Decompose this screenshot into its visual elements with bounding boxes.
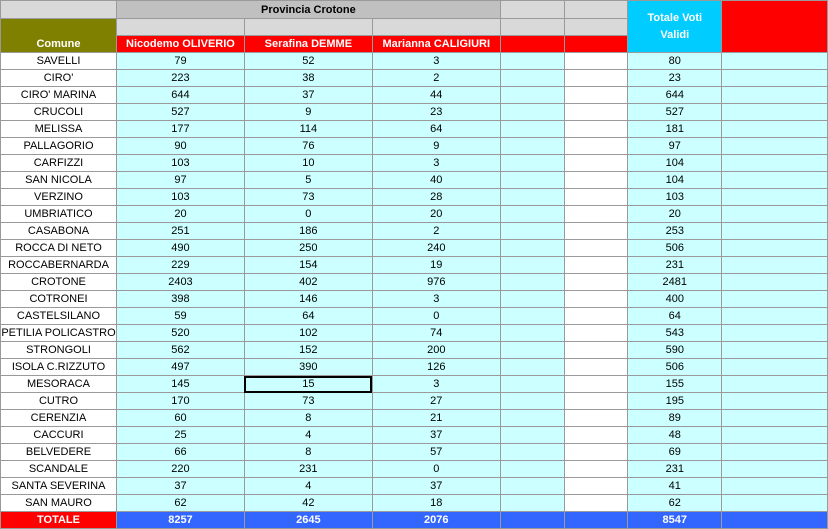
oliverio-votes-cell[interactable]: 37	[116, 478, 244, 495]
demme-votes-cell[interactable]: 9	[244, 104, 372, 121]
empty-cell[interactable]	[500, 410, 564, 427]
empty-cell[interactable]	[564, 444, 628, 461]
empty-cell[interactable]	[722, 342, 828, 359]
empty-cell[interactable]	[564, 121, 628, 138]
empty-cell[interactable]	[722, 308, 828, 325]
oliverio-votes-cell[interactable]: 103	[116, 155, 244, 172]
empty-cell[interactable]	[564, 53, 628, 70]
demme-votes-cell[interactable]: 114	[244, 121, 372, 138]
demme-votes-cell[interactable]: 402	[244, 274, 372, 291]
caligiuri-votes-cell[interactable]: 3	[372, 376, 500, 393]
province-title[interactable]: Provincia Crotone	[116, 1, 500, 19]
comune-name-cell[interactable]: MESORACA	[1, 376, 117, 393]
caligiuri-votes-cell[interactable]: 44	[372, 87, 500, 104]
total-votes-cell[interactable]: 20	[628, 206, 722, 223]
comune-name-cell[interactable]: VERZINO	[1, 189, 117, 206]
empty-cell[interactable]	[722, 461, 828, 478]
demme-votes-cell[interactable]: 8	[244, 410, 372, 427]
table-row	[1, 189, 828, 206]
total-votes-cell[interactable]: 62	[628, 495, 722, 512]
empty-cell[interactable]	[722, 257, 828, 274]
total-votes-cell[interactable]: 231	[628, 257, 722, 274]
demme-votes-cell[interactable]: 73	[244, 393, 372, 410]
demme-votes-cell[interactable]: 64	[244, 308, 372, 325]
caligiuri-votes-cell[interactable]: 240	[372, 240, 500, 257]
caligiuri-votes-cell[interactable]: 19	[372, 257, 500, 274]
oliverio-votes-cell[interactable]: 25	[116, 427, 244, 444]
caligiuri-votes-cell[interactable]: 20	[372, 206, 500, 223]
caligiuri-votes-cell[interactable]: 40	[372, 172, 500, 189]
total-row	[1, 512, 828, 529]
caligiuri-votes-cell[interactable]: 74	[372, 325, 500, 342]
caligiuri-votes-cell[interactable]: 21	[372, 410, 500, 427]
demme-votes-cell[interactable]: 154	[244, 257, 372, 274]
comune-name-cell[interactable]: STRONGOLI	[1, 342, 117, 359]
total-votes-cell[interactable]: 400	[628, 291, 722, 308]
empty-cell[interactable]	[500, 427, 564, 444]
total-oliverio[interactable]: 8257	[116, 512, 244, 529]
table-row	[1, 274, 828, 291]
red-header-cell[interactable]	[722, 1, 828, 53]
red-header-cell[interactable]	[564, 36, 628, 53]
total-votes-cell[interactable]: 104	[628, 172, 722, 189]
caligiuri-votes-cell[interactable]: 0	[372, 308, 500, 325]
demme-votes-cell[interactable]: 10	[244, 155, 372, 172]
empty-cell[interactable]	[500, 223, 564, 240]
caligiuri-votes-cell[interactable]: 9	[372, 138, 500, 155]
empty-cell[interactable]	[564, 359, 628, 376]
table-row	[1, 172, 828, 189]
comune-name-cell[interactable]: BELVEDERE	[1, 444, 117, 461]
oliverio-votes-cell[interactable]: 562	[116, 342, 244, 359]
comune-name-cell[interactable]: UMBRIATICO	[1, 206, 117, 223]
empty-cell[interactable]	[564, 308, 628, 325]
grid-cell[interactable]	[564, 1, 628, 19]
comune-name-cell[interactable]: CIRO'	[1, 70, 117, 87]
grid-cell[interactable]	[116, 19, 244, 36]
total-label[interactable]: TOTALE	[1, 512, 117, 529]
oliverio-votes-cell[interactable]: 62	[116, 495, 244, 512]
total-votes-cell[interactable]: 644	[628, 87, 722, 104]
comune-name-cell[interactable]: CRUCOLI	[1, 104, 117, 121]
empty-cell[interactable]	[722, 189, 828, 206]
table-row	[1, 444, 828, 461]
demme-votes-cell[interactable]: 186	[244, 223, 372, 240]
demme-votes-cell[interactable]: 152	[244, 342, 372, 359]
oliverio-votes-cell[interactable]: 490	[116, 240, 244, 257]
table-row	[1, 461, 828, 478]
empty-cell[interactable]	[722, 206, 828, 223]
table-row	[1, 53, 828, 70]
empty-cell[interactable]	[722, 121, 828, 138]
empty-cell[interactable]	[564, 206, 628, 223]
oliverio-votes-cell[interactable]: 644	[116, 87, 244, 104]
demme-votes-cell[interactable]: 42	[244, 495, 372, 512]
total-votes-cell[interactable]: 195	[628, 393, 722, 410]
empty-cell[interactable]	[722, 87, 828, 104]
empty-cell[interactable]	[500, 240, 564, 257]
table-row	[1, 478, 828, 495]
empty-cell[interactable]	[722, 291, 828, 308]
empty-cell[interactable]	[722, 53, 828, 70]
total-votes-cell[interactable]: 48	[628, 427, 722, 444]
empty-cell[interactable]	[500, 393, 564, 410]
table-row	[1, 291, 828, 308]
caligiuri-votes-cell[interactable]: 28	[372, 189, 500, 206]
empty-cell[interactable]	[722, 393, 828, 410]
comune-name-cell[interactable]: CIRO' MARINA	[1, 87, 117, 104]
comune-header[interactable]: Comune	[1, 19, 117, 53]
total-votes-cell[interactable]: 103	[628, 189, 722, 206]
comune-name-cell[interactable]: SAVELLI	[1, 53, 117, 70]
caligiuri-votes-cell[interactable]: 3	[372, 53, 500, 70]
demme-votes-cell[interactable]: 76	[244, 138, 372, 155]
table-row	[1, 87, 828, 104]
comune-name-cell[interactable]: CASTELSILANO	[1, 308, 117, 325]
total-votes-cell[interactable]: 506	[628, 240, 722, 257]
empty-cell[interactable]	[500, 53, 564, 70]
total-votes-cell[interactable]: 64	[628, 308, 722, 325]
empty-cell[interactable]	[722, 325, 828, 342]
demme-votes-cell[interactable]: 37	[244, 87, 372, 104]
table-row	[1, 495, 828, 512]
table-row	[1, 257, 828, 274]
total-votes-cell[interactable]: 506	[628, 359, 722, 376]
empty-cell[interactable]	[564, 87, 628, 104]
empty-cell[interactable]	[564, 495, 628, 512]
table-row	[1, 223, 828, 240]
empty-cell[interactable]	[722, 70, 828, 87]
comune-name-cell[interactable]: SAN NICOLA	[1, 172, 117, 189]
empty-cell[interactable]	[564, 274, 628, 291]
oliverio-votes-cell[interactable]: 59	[116, 308, 244, 325]
empty-cell[interactable]	[722, 495, 828, 512]
demme-votes-cell[interactable]: 5	[244, 172, 372, 189]
empty-cell[interactable]	[722, 274, 828, 291]
comune-name-cell[interactable]: SANTA SEVERINA	[1, 478, 117, 495]
empty-cell[interactable]	[564, 461, 628, 478]
table-row	[1, 376, 828, 393]
empty-cell[interactable]	[564, 291, 628, 308]
empty-cell[interactable]	[722, 155, 828, 172]
caligiuri-votes-cell[interactable]: 64	[372, 121, 500, 138]
oliverio-votes-cell[interactable]: 497	[116, 359, 244, 376]
oliverio-votes-cell[interactable]: 527	[116, 104, 244, 121]
empty-cell[interactable]	[564, 325, 628, 342]
caligiuri-votes-cell[interactable]: 57	[372, 444, 500, 461]
empty-cell[interactable]	[500, 138, 564, 155]
demme-votes-cell[interactable]: 102	[244, 325, 372, 342]
empty-cell[interactable]	[564, 410, 628, 427]
empty-cell[interactable]	[722, 223, 828, 240]
grid-cell[interactable]	[500, 1, 564, 19]
table-row	[1, 427, 828, 444]
oliverio-votes-cell[interactable]: 79	[116, 53, 244, 70]
empty-cell[interactable]	[722, 427, 828, 444]
total-header-line1: Totale Voti	[647, 11, 703, 24]
empty-cell[interactable]	[500, 325, 564, 342]
empty-cell[interactable]	[722, 172, 828, 189]
grid-cell[interactable]	[564, 19, 628, 36]
empty-cell[interactable]	[722, 240, 828, 257]
total-votes-cell[interactable]: 231	[628, 461, 722, 478]
total-empty[interactable]	[564, 512, 628, 529]
caligiuri-votes-cell[interactable]: 3	[372, 291, 500, 308]
total-votes-cell[interactable]: 253	[628, 223, 722, 240]
table-row	[1, 410, 828, 427]
oliverio-votes-cell[interactable]: 60	[116, 410, 244, 427]
total-demme[interactable]: 2645	[244, 512, 372, 529]
oliverio-votes-cell[interactable]: 2403	[116, 274, 244, 291]
empty-cell[interactable]	[564, 223, 628, 240]
demme-votes-cell[interactable]: 250	[244, 240, 372, 257]
demme-votes-cell[interactable]: 231	[244, 461, 372, 478]
total-valid[interactable]: 8547	[628, 512, 722, 529]
comune-name-cell[interactable]: CACCURI	[1, 427, 117, 444]
caligiuri-votes-cell[interactable]: 18	[372, 495, 500, 512]
oliverio-votes-cell[interactable]: 251	[116, 223, 244, 240]
oliverio-votes-cell[interactable]: 20	[116, 206, 244, 223]
comune-name-cell[interactable]: SAN MAURO	[1, 495, 117, 512]
empty-cell[interactable]	[564, 189, 628, 206]
empty-cell[interactable]	[500, 461, 564, 478]
demme-votes-cell[interactable]: 8	[244, 444, 372, 461]
demme-votes-cell[interactable]: 4	[244, 427, 372, 444]
total-header-line2: Validi	[660, 28, 690, 41]
empty-cell[interactable]	[722, 478, 828, 495]
caligiuri-votes-cell[interactable]: 0	[372, 461, 500, 478]
empty-cell[interactable]	[500, 121, 564, 138]
demme-votes-cell[interactable]: 73	[244, 189, 372, 206]
grid-cell[interactable]	[244, 19, 372, 36]
total-votes-cell[interactable]: 23	[628, 70, 722, 87]
empty-cell[interactable]	[500, 376, 564, 393]
oliverio-votes-cell[interactable]: 229	[116, 257, 244, 274]
total-votes-cell[interactable]: 89	[628, 410, 722, 427]
comune-name-cell[interactable]: CARFIZZI	[1, 155, 117, 172]
empty-cell[interactable]	[722, 359, 828, 376]
caligiuri-votes-cell[interactable]: 37	[372, 427, 500, 444]
candidate-header-caligiuri[interactable]: Marianna CALIGIURI	[372, 36, 500, 53]
table-row	[1, 138, 828, 155]
empty-cell[interactable]	[564, 70, 628, 87]
oliverio-votes-cell[interactable]: 223	[116, 70, 244, 87]
comune-name-cell[interactable]: SCANDALE	[1, 461, 117, 478]
table-row	[1, 155, 828, 172]
comune-name-cell[interactable]: CUTRO	[1, 393, 117, 410]
comune-name-cell[interactable]: PETILIA POLICASTRO	[1, 325, 117, 342]
empty-cell[interactable]	[564, 172, 628, 189]
table-row	[1, 342, 828, 359]
demme-votes-cell[interactable]: 52	[244, 53, 372, 70]
empty-cell[interactable]	[564, 138, 628, 155]
total-votes-cell[interactable]: 590	[628, 342, 722, 359]
demme-votes-cell[interactable]: 146	[244, 291, 372, 308]
empty-cell[interactable]	[722, 376, 828, 393]
table-row	[1, 206, 828, 223]
empty-cell[interactable]	[500, 257, 564, 274]
empty-cell[interactable]	[722, 138, 828, 155]
caligiuri-votes-cell[interactable]: 2	[372, 70, 500, 87]
demme-votes-cell[interactable]: 4	[244, 478, 372, 495]
empty-cell[interactable]	[500, 359, 564, 376]
demme-votes-cell[interactable]: 38	[244, 70, 372, 87]
empty-cell[interactable]	[500, 444, 564, 461]
empty-cell[interactable]	[564, 393, 628, 410]
empty-cell[interactable]	[564, 257, 628, 274]
demme-votes-cell[interactable]: 0	[244, 206, 372, 223]
empty-cell[interactable]	[500, 342, 564, 359]
empty-cell[interactable]	[564, 342, 628, 359]
oliverio-votes-cell[interactable]: 90	[116, 138, 244, 155]
demme-votes-cell[interactable]: 390	[244, 359, 372, 376]
empty-cell[interactable]	[722, 444, 828, 461]
empty-cell[interactable]	[500, 478, 564, 495]
empty-cell[interactable]	[722, 410, 828, 427]
total-votes-cell[interactable]: 69	[628, 444, 722, 461]
total-caligiuri[interactable]: 2076	[372, 512, 500, 529]
table-row	[1, 308, 828, 325]
caligiuri-votes-cell[interactable]: 3	[372, 155, 500, 172]
table-row	[1, 70, 828, 87]
oliverio-votes-cell[interactable]: 97	[116, 172, 244, 189]
table-row	[1, 359, 828, 376]
comune-name-cell[interactable]: ISOLA C.RIZZUTO	[1, 359, 117, 376]
empty-cell[interactable]	[500, 104, 564, 121]
caligiuri-votes-cell[interactable]: 27	[372, 393, 500, 410]
total-empty[interactable]	[500, 512, 564, 529]
caligiuri-votes-cell[interactable]: 37	[372, 478, 500, 495]
total-votes-cell[interactable]: 2481	[628, 274, 722, 291]
empty-cell[interactable]	[500, 291, 564, 308]
caligiuri-votes-cell[interactable]: 200	[372, 342, 500, 359]
oliverio-votes-cell[interactable]: 520	[116, 325, 244, 342]
table-row	[1, 121, 828, 138]
empty-cell[interactable]	[500, 155, 564, 172]
total-votes-cell[interactable]: 155	[628, 376, 722, 393]
empty-cell[interactable]	[564, 376, 628, 393]
table-body	[1, 1, 828, 529]
comune-name-cell[interactable]: CASABONA	[1, 223, 117, 240]
caligiuri-votes-cell[interactable]: 2	[372, 223, 500, 240]
empty-cell[interactable]	[564, 104, 628, 121]
empty-cell[interactable]	[500, 206, 564, 223]
table-row	[1, 325, 828, 342]
grid-cell[interactable]	[500, 19, 564, 36]
comune-name-cell[interactable]: COTRONEI	[1, 291, 117, 308]
total-votes-cell[interactable]: 527	[628, 104, 722, 121]
caligiuri-votes-cell[interactable]: 126	[372, 359, 500, 376]
empty-cell[interactable]	[500, 87, 564, 104]
empty-cell[interactable]	[500, 70, 564, 87]
empty-cell[interactable]	[564, 240, 628, 257]
oliverio-votes-cell[interactable]: 177	[116, 121, 244, 138]
total-votes-cell[interactable]: 41	[628, 478, 722, 495]
empty-cell[interactable]	[564, 155, 628, 172]
empty-cell[interactable]	[722, 104, 828, 121]
empty-cell[interactable]	[500, 172, 564, 189]
comune-name-cell[interactable]: CERENZIA	[1, 410, 117, 427]
total-votes-cell[interactable]: 104	[628, 155, 722, 172]
oliverio-votes-cell[interactable]: 66	[116, 444, 244, 461]
empty-cell[interactable]	[500, 274, 564, 291]
total-votes-cell[interactable]: 80	[628, 53, 722, 70]
oliverio-votes-cell[interactable]: 103	[116, 189, 244, 206]
grid-cell[interactable]	[1, 1, 117, 19]
oliverio-votes-cell[interactable]: 220	[116, 461, 244, 478]
empty-cell[interactable]	[500, 308, 564, 325]
comune-name-cell[interactable]: PALLAGORIO	[1, 138, 117, 155]
empty-cell[interactable]	[500, 189, 564, 206]
caligiuri-votes-cell[interactable]: 976	[372, 274, 500, 291]
total-votes-cell[interactable]: 97	[628, 138, 722, 155]
comune-name-cell[interactable]: MELISSA	[1, 121, 117, 138]
total-votes-cell[interactable]: 543	[628, 325, 722, 342]
total-votes-cell[interactable]: 181	[628, 121, 722, 138]
red-header-cell[interactable]	[500, 36, 564, 53]
candidate-header-demme[interactable]: Serafina DEMME	[244, 36, 372, 53]
oliverio-votes-cell[interactable]: 170	[116, 393, 244, 410]
grid-cell[interactable]	[372, 19, 500, 36]
comune-name-cell[interactable]: CROTONE	[1, 274, 117, 291]
empty-cell[interactable]	[500, 495, 564, 512]
oliverio-votes-cell[interactable]: 145	[116, 376, 244, 393]
empty-cell[interactable]	[564, 478, 628, 495]
total-empty[interactable]	[722, 512, 828, 529]
comune-name-cell[interactable]: ROCCA DI NETO	[1, 240, 117, 257]
selected-cell[interactable]: 15	[244, 376, 372, 393]
table-row	[1, 240, 828, 257]
candidate-header-oliverio[interactable]: Nicodemo OLIVERIO	[116, 36, 244, 53]
empty-cell[interactable]	[564, 427, 628, 444]
comune-name-cell[interactable]: ROCCABERNARDA	[1, 257, 117, 274]
caligiuri-votes-cell[interactable]: 23	[372, 104, 500, 121]
oliverio-votes-cell[interactable]: 398	[116, 291, 244, 308]
table-row	[1, 104, 828, 121]
total-valid-header[interactable]	[628, 1, 722, 53]
table-row	[1, 393, 828, 410]
